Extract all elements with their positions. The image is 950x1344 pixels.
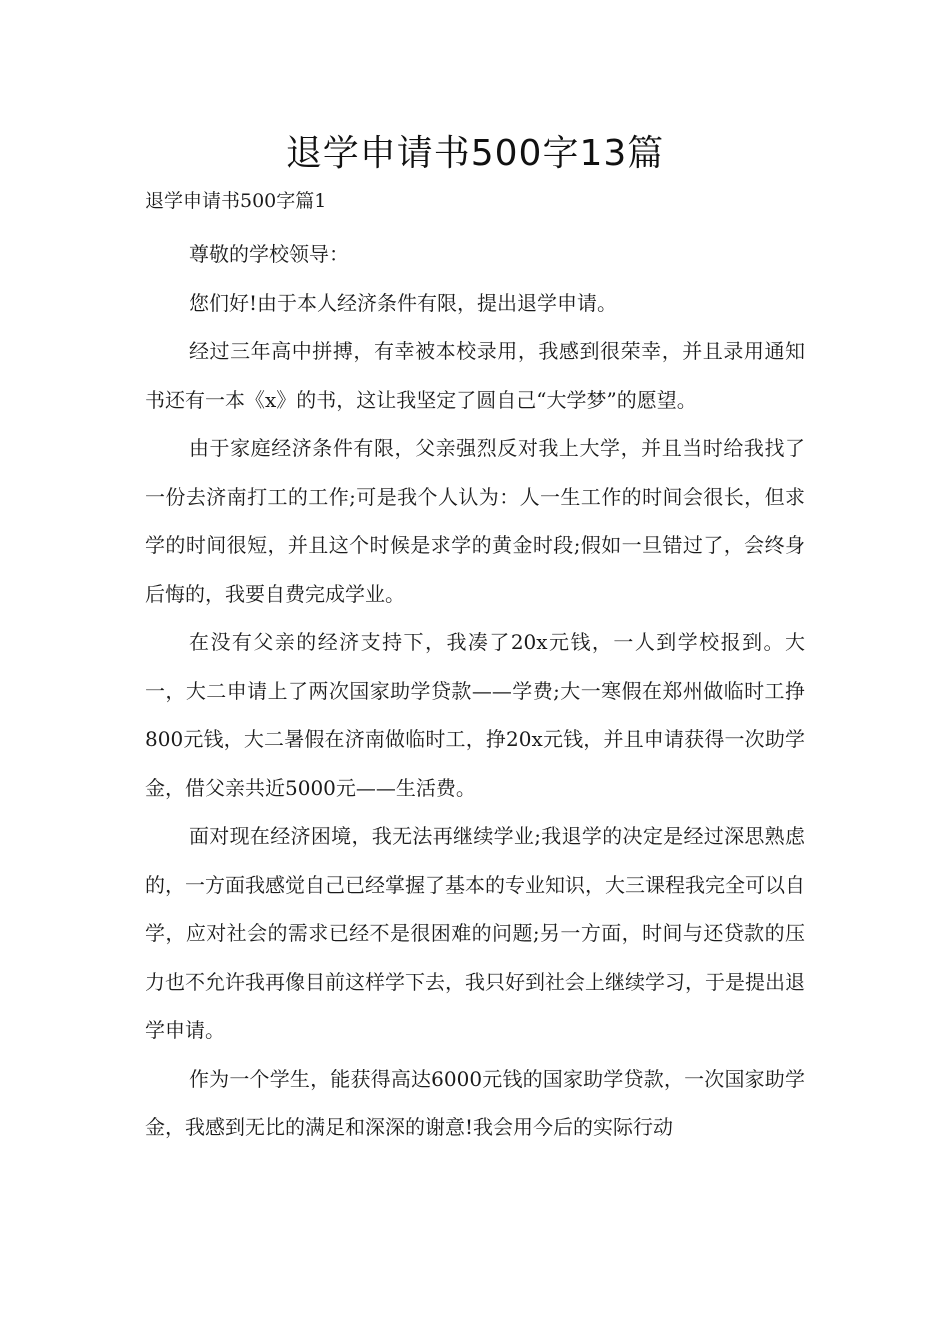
paragraph: 尊敬的学校领导： (189, 242, 349, 266)
paragraph: 经过三年高中拼搏，有幸被本校录用，我感到很荣幸，并且录用通知书还有一本《x》的书，这让我坚定了圆自己“大学梦”的愿望。 (145, 339, 805, 412)
section-heading: 退学申请书500字篇1 (145, 190, 327, 212)
paragraph: 您们好!由于本人经济条件有限，提出退学申请。 (189, 290, 618, 315)
paragraph: 面对现在经济困境，我无法再继续学业;我退学的决定是经过深思熟虑的，一方面我感觉自己已经掌握了基本的专业知识，大三课程我完全可以自学，应对社会的需求已经不是很困难的问题;另一方面，时间与还贷款的压力也不允许我再像目前这样学下去，我只好到社会上继续学习，于是提出退学申请。 (145, 824, 805, 1042)
paragraph: 作为一个学生，能获得高达6000元钱的国家助学贷款，一次国家助学金，我感到无比的满足和深深的谢意!我会用今后的实际行动 (145, 1066, 805, 1139)
document-body (145, 230, 805, 1152)
paragraph: 由于家庭经济条件有限，父亲强烈反对我上大学，并且当时给我找了一份去济南打工的工作;可是我个人认为：人一生工作的时间会很长，但求学的时间很短，并且这个时候是求学的黄金时段;假如一旦错过了，会终身后悔的，我要自费完成学业。 (145, 436, 805, 606)
paragraph: 在没有父亲的经济支持下，我凑了20x元钱，一人到学校报到。大一，大二申请上了两次国家助学贷款——学费;大一寒假在郑州做临时工挣800元钱，大二暑假在济南做临时工，挣20x元钱，并且申请获得一次助学金，借父亲共近5000元——生活费。 (145, 630, 805, 800)
document-title: 退学申请书500字13篇 (285, 133, 665, 174)
